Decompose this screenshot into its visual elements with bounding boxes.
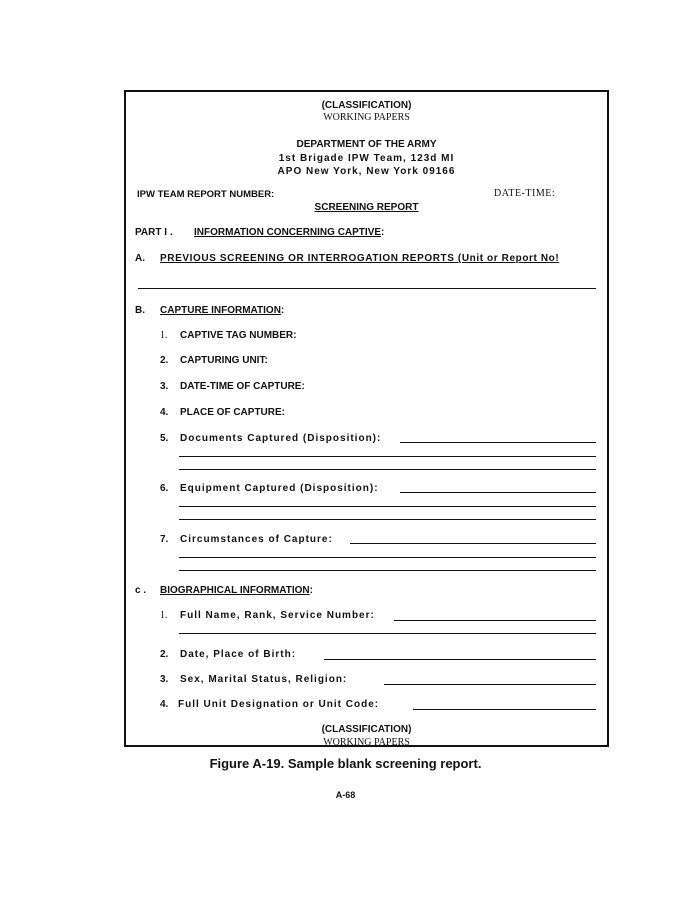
section-c-title: BIOGRAPHICAL INFORMATION <box>160 585 310 596</box>
b3-num: 3. <box>160 381 169 392</box>
unit-address: APO New York, New York 09166 <box>277 166 456 177</box>
c1-answer-line-2[interactable] <box>179 633 596 634</box>
c4-label: Full Unit Designation or Unit Code: <box>178 699 380 710</box>
report-number-label: IPW TEAM REPORT NUMBER: <box>137 189 275 200</box>
b4-label: PLACE OF CAPTURE: <box>180 407 285 418</box>
b2-num: 2. <box>160 355 169 366</box>
section-c-letter: c . <box>135 585 147 596</box>
c1-label: Full Name, Rank, Service Number: <box>180 610 375 621</box>
header-working-papers: WORKING PAPERS <box>323 112 410 123</box>
c3-label: Sex, Marital Status, Religion: <box>180 674 348 685</box>
c1-answer-line-1[interactable] <box>394 620 596 621</box>
section-b-letter: B. <box>135 305 145 316</box>
page-number: A-68 <box>335 790 356 800</box>
part-label: PART I . <box>135 227 173 238</box>
b5-label: Documents Captured (Disposition): <box>180 433 382 444</box>
figure-caption: Figure A-19. Sample blank screening report. <box>209 756 482 771</box>
b7-answer-line-2[interactable] <box>179 557 596 558</box>
b1-num: 1. <box>160 330 168 341</box>
b7-answer-line-3[interactable] <box>179 570 596 571</box>
b2-label: CAPTURING UNIT: <box>180 355 268 366</box>
b7-num: 7. <box>160 534 169 545</box>
date-time-label: DATE-TIME: <box>494 188 556 199</box>
screening-report-form <box>124 90 609 747</box>
c2-label: Date, Place of Birth: <box>180 649 297 660</box>
b6-answer-line-1[interactable] <box>400 492 596 493</box>
b5-answer-line-3[interactable] <box>179 469 596 470</box>
header-classification: (CLASSIFICATION) <box>321 100 412 111</box>
b7-answer-line-1[interactable] <box>350 543 596 544</box>
b6-answer-line-2[interactable] <box>179 506 596 507</box>
b6-label: Equipment Captured (Disposition): <box>180 483 379 494</box>
c4-answer-line[interactable] <box>413 709 596 710</box>
c2-num: 2. <box>160 649 169 660</box>
part-title-wrap: INFORMATION CONCERNING CAPTIVE: <box>194 227 385 238</box>
b7-label: Circumstances of Capture: <box>180 534 333 545</box>
section-b-title: CAPTURE INFORMATION <box>160 305 281 316</box>
b6-answer-line-3[interactable] <box>179 519 596 520</box>
footer-classification: (CLASSIFICATION) <box>321 724 412 735</box>
c3-num: 3. <box>160 674 169 685</box>
unit-name: 1st Brigade IPW Team, 123d MI <box>278 153 455 164</box>
section-a-letter: A. <box>135 253 145 264</box>
department-name: DEPARTMENT OF THE ARMY <box>296 139 437 150</box>
c1-num: 1. <box>160 610 168 621</box>
section-a-title: PREVIOUS SCREENING OR INTERROGATION REPORTS (Unit or Report No! <box>160 253 560 264</box>
section-c-title-wrap: BIOGRAPHICAL INFORMATION: <box>160 585 313 596</box>
b6-num: 6. <box>160 483 169 494</box>
b3-label: DATE-TIME OF CAPTURE: <box>180 381 305 392</box>
section-a-answer-line[interactable] <box>138 288 596 289</box>
report-title: SCREENING REPORT <box>314 202 419 213</box>
c2-answer-line[interactable] <box>324 659 596 660</box>
b1-label: CAPTIVE TAG NUMBER: <box>180 330 297 341</box>
b5-answer-line-2[interactable] <box>179 456 596 457</box>
b4-num: 4. <box>160 407 169 418</box>
section-b-title-wrap: CAPTURE INFORMATION: <box>160 305 285 316</box>
c4-num: 4. <box>160 699 169 710</box>
footer-working-papers: WORKING PAPERS <box>323 737 410 748</box>
part-title: INFORMATION CONCERNING CAPTIVE <box>194 227 382 238</box>
b5-num: 5. <box>160 433 169 444</box>
c3-answer-line[interactable] <box>384 684 596 685</box>
b5-answer-line-1[interactable] <box>400 442 596 443</box>
